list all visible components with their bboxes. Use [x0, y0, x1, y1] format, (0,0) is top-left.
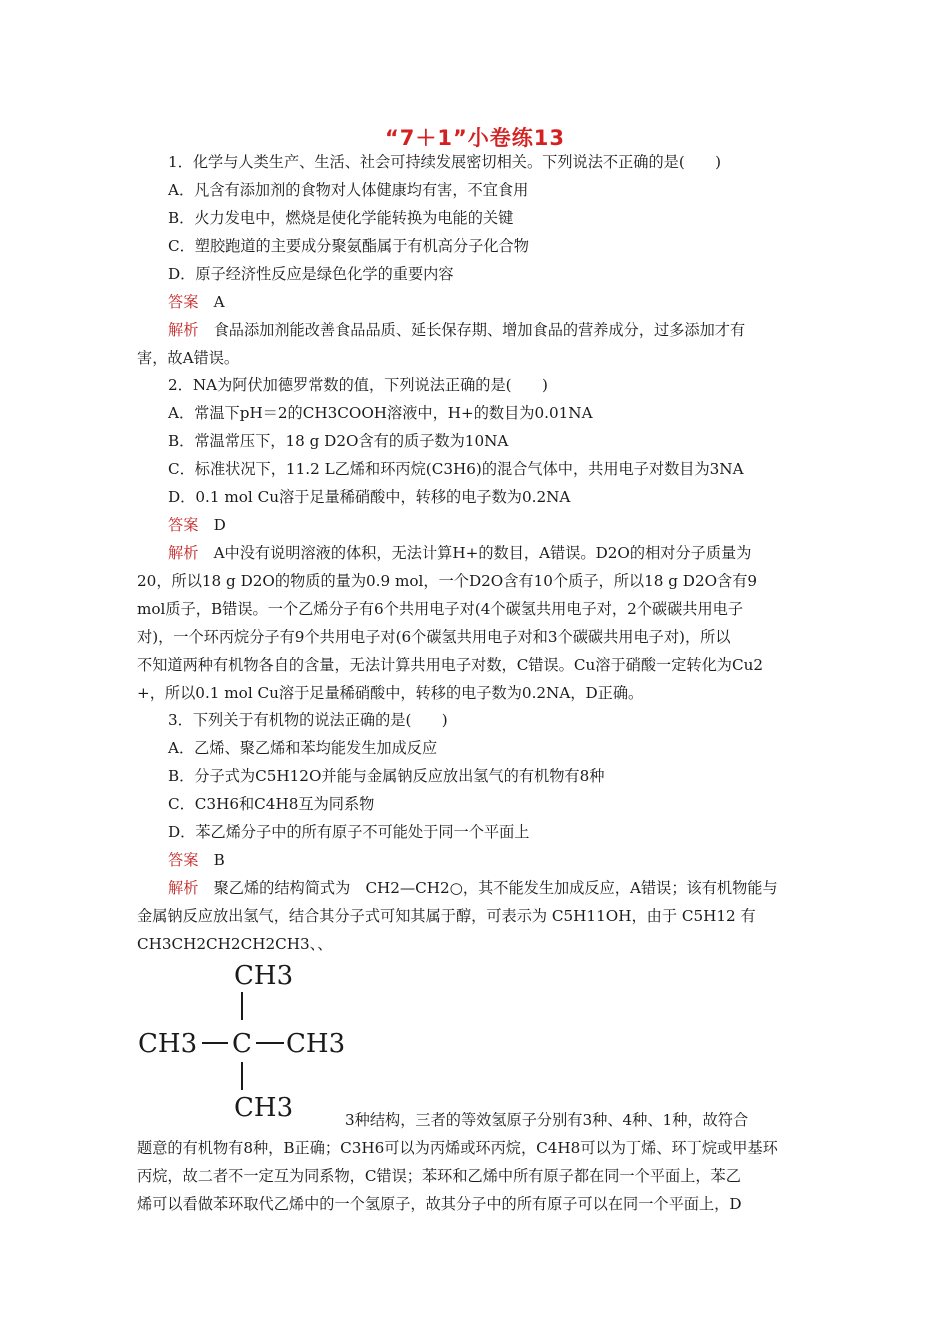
q2-option-b: B．常温常压下，18 g D2O含有的质子数为10NA — [168, 432, 509, 450]
page-title: “7＋1”小卷练13 — [384, 126, 566, 150]
q3-explanation-line: 丙烷，故二者不一定互为同系物，C错误；苯环和乙烯中所有原子都在同一个平面上，苯乙 — [137, 1167, 741, 1185]
structure-bottom-group: CH3 — [234, 1093, 294, 1120]
q1-stem: 1．化学与人类生产、生活、社会可持续发展密切相关。下列说法不正确的是( ) — [168, 153, 722, 171]
answer-value: A — [213, 293, 225, 311]
q3-option-b: B．分子式为C5H12O并能与金属钠反应放出氢气的有机物有8种 — [168, 767, 605, 785]
q2-option-c: C．标准状况下，11.2 L乙烯和环丙烷(C3H6)的混合气体中，共用电子对数目为3NA — [168, 460, 744, 478]
q2-explanation-line: 20，所以18 g D2O的物质的量为0.9 mol，一个D2O含有10个质子，所以18 g D2O含有9 — [137, 572, 758, 590]
answer-value: D — [213, 516, 226, 534]
q3-explanation-line: 题意的有机物有8种，B正确；C3H6可以为丙烯或环丙烷，C4H8可以为丁烯、环丁烷或甲基环 — [137, 1139, 778, 1157]
answer-label: 答案 — [168, 851, 199, 869]
q2-explanation-line: 对)，一个环丙烷分子有9个共用电子对(6个碳氢共用电子对和3个碳碳共用电子对)，所以 — [137, 628, 731, 646]
q3-explanation-line: CH3CH2CH2CH2CH3、、 — [137, 935, 333, 953]
q3-stem: 3．下列关于有机物的说法正确的是( ) — [168, 711, 448, 729]
q1-explanation-line: 害，故A错误。 — [137, 349, 240, 367]
explanation-text: 聚乙烯的结构简式为 CH2—CH2○，其不能发生加成反应，A错误；该有机物能与 — [213, 879, 778, 897]
structure-top-group: CH3 — [234, 961, 294, 991]
explanation-text: A中没有说明溶液的体积，无法计算H+的数目，A错误。D2O的相对分子质量为 — [213, 544, 752, 562]
q3-explanation-line: 烯可以看做苯环取代乙烯中的一个氢原子，故其分子中的所有原子可以在同一个平面上，D — [137, 1195, 742, 1213]
q2-explanation-line — [168, 543, 751, 563]
q1-answer — [168, 292, 225, 312]
explanation-label: 解析 — [168, 321, 199, 339]
q2-option-d: D．0.1 mol Cu溶于足量稀硝酸中，转移的电子数为0.2NA — [168, 488, 571, 506]
q2-explanation-line: +，所以0.1 mol Cu溶于足量稀硝酸中，转移的电子数为0.2NA，D正确。 — [137, 684, 644, 702]
answer-value: B — [213, 851, 225, 869]
q2-explanation-line: mol质子，B错误。一个乙烯分子有6个共用电子对(4个碳氢共用电子对，2个碳碳共用电子 — [137, 600, 744, 618]
q1-option-c: C．塑胶跑道的主要成分聚氨酯属于有机高分子化合物 — [168, 237, 529, 255]
q1-option-b: B．火力发电中，燃烧是使化学能转换为电能的关键 — [168, 209, 514, 227]
q2-answer — [168, 515, 226, 535]
q3-option-a: A．乙烯、聚乙烯和苯均能发生加成反应 — [168, 739, 438, 757]
answer-label: 答案 — [168, 516, 199, 534]
q3-option-c: C．C3H6和C4H8互为同系物 — [168, 795, 375, 813]
q1-option-d: D．原子经济性反应是绿色化学的重要内容 — [168, 265, 454, 283]
neopentane-structure-diagram — [130, 960, 370, 1120]
q3-explanation-line: 金属钠反应放出氢气，结合其分子式可知其属于醇，可表示为 C5H11OH，由于 C5H12 有 — [137, 907, 756, 925]
answer-label: 答案 — [168, 293, 199, 311]
q3-explanation-line: 3种结构，三者的等效氢原子分别有3种、4种、1种，故符合 — [345, 1111, 749, 1129]
q2-stem: 2．NA为阿伏加德罗常数的值，下列说法正确的是( ) — [168, 376, 548, 394]
q3-answer — [168, 850, 225, 870]
q3-option-d: D．苯乙烯分子中的所有原子不可能处于同一个平面上 — [168, 823, 530, 841]
q2-option-a: A．常温下pH＝2的CH3COOH溶液中，H+的数目为0.01NA — [168, 404, 593, 422]
structure-center-atom: C — [232, 1029, 252, 1059]
explanation-label: 解析 — [168, 544, 199, 562]
q1-explanation-line — [168, 320, 745, 340]
explanation-label: 解析 — [168, 879, 199, 897]
structure-left-group: CH3 — [138, 1029, 198, 1059]
explanation-text: 食品添加剂能改善食品品质、延长保存期、增加食品的营养成分，过多添加才有 — [213, 321, 746, 339]
q1-option-a: A．凡含有添加剂的食物对人体健康均有害，不宜食用 — [168, 181, 529, 199]
q3-explanation-line — [168, 878, 778, 898]
q2-explanation-line: 不知道两种有机物各自的含量，无法计算共用电子对数，C错误。Cu溶于硝酸一定转化为Cu2 — [137, 656, 764, 674]
structure-right-group: CH3 — [286, 1029, 346, 1059]
